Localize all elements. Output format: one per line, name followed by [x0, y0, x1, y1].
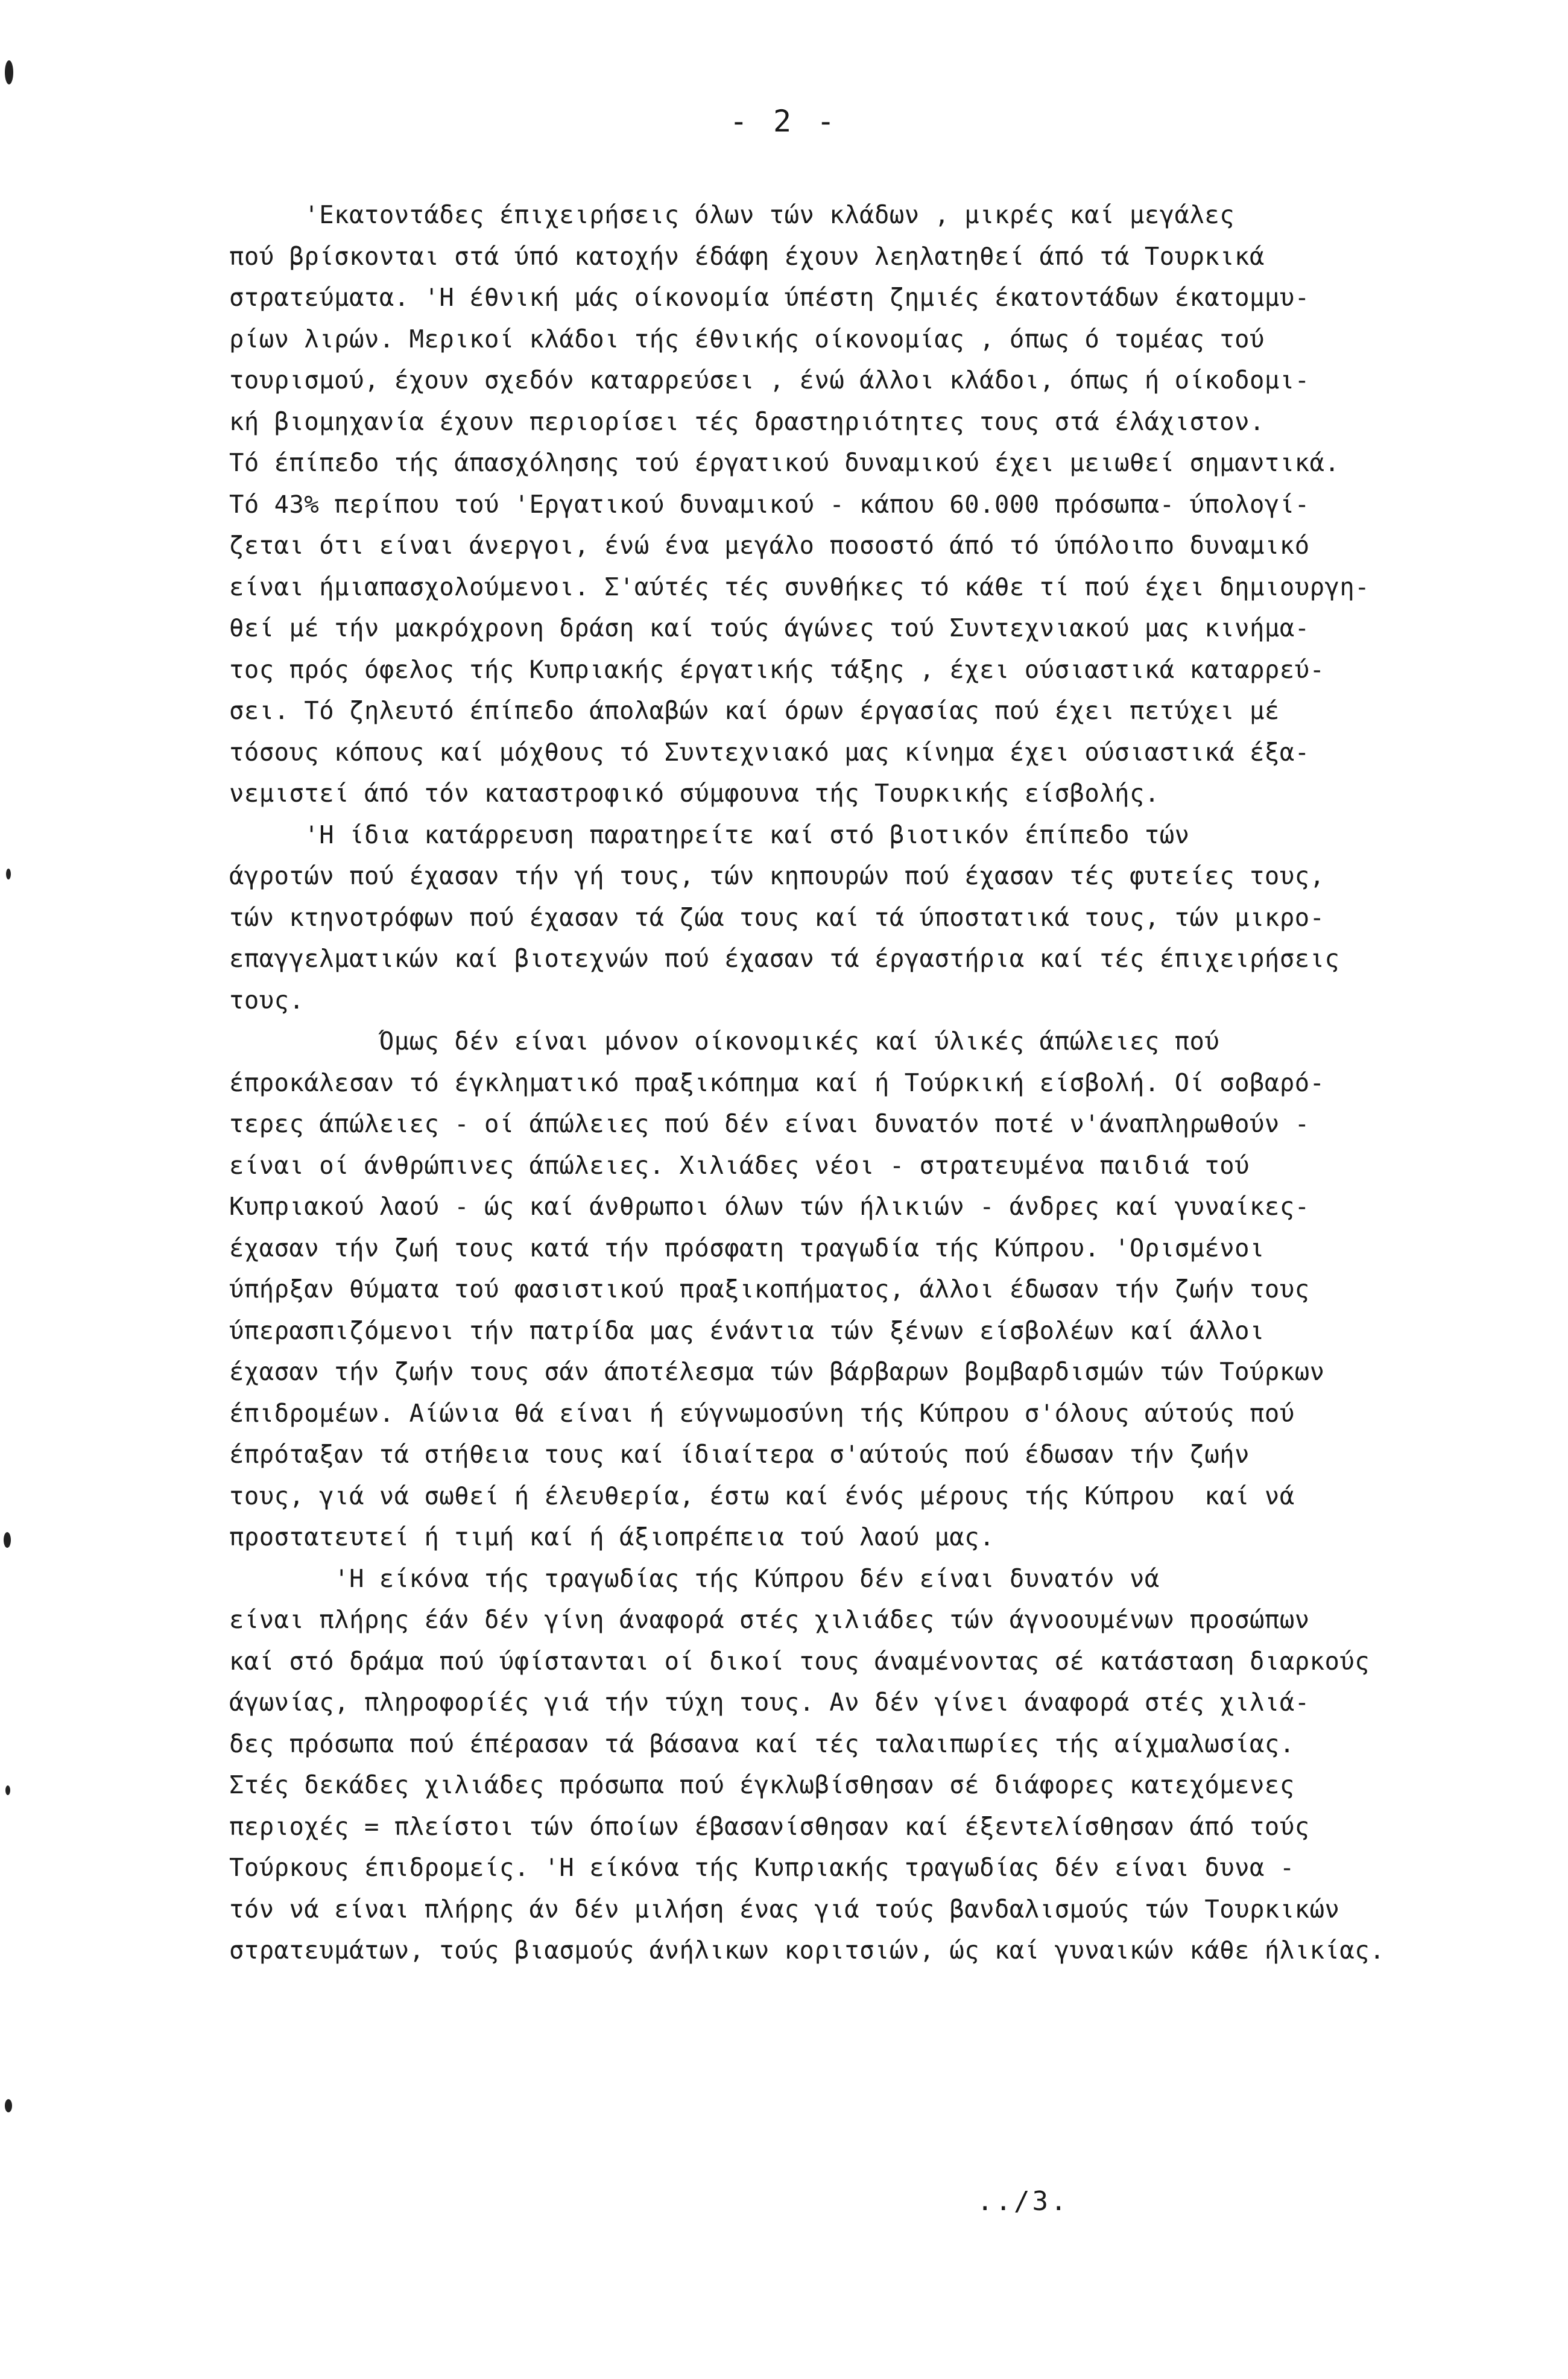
- text-line: προστατευτεί ή τιμή καί ή άξιοπρέπεια τού λαού μας.: [229, 1522, 995, 1551]
- text-line: είναι πλήρης έάν δέν γίνη άναφορά στές χιλιάδες τών άγνοουμένων προσώπων: [229, 1605, 1310, 1634]
- text-line: ρίων λιρών. Μερικοί κλάδοι τής έθνικής οίκονομίας , όπως ό τομέας τού: [229, 324, 1265, 353]
- scan-speck: [5, 60, 13, 84]
- text-line: θεί μέ τήν μακρόχρονη δράση καί τούς άγώνες τού Συντεχνιακού μας κινήμα-: [229, 613, 1310, 642]
- text-line: περιοχές = πλείστοι τών όποίων έβασανίσθησαν καί έξεντελίσθησαν άπό τούς: [229, 1811, 1310, 1841]
- text-line: άγωνίας, πληροφορίές γιά τήν τύχη τους. Αν δέν γίνει άναφορά στές χιλιά-: [229, 1688, 1310, 1717]
- text-line: έπιδρομέων. Αίώνια θά είναι ή εύγνωμοσύνη τής Κύπρου σ'όλους αύτούς πού: [229, 1398, 1295, 1428]
- text-line: τερες άπώλειες - οί άπώλειες πού δέν είναι δυνατόν ποτέ ν'άναπληρωθούν -: [229, 1109, 1310, 1138]
- text-line: είναι ήμιαπασχολούμενοι. Σ'αύτές τές συνθήκες τό κάθε τί πού έχει δημιουργη-: [229, 572, 1370, 601]
- text-line: 'Εκατοντάδες έπιχειρήσεις όλων τών κλάδων , μικρές καί μεγάλες: [229, 200, 1235, 229]
- text-line: ζεται ότι είναι άνεργοι, ένώ ένα μεγάλο ποσοστό άπό τό ύπόλοιπο δυναμικό: [229, 531, 1310, 560]
- text-line: Κυπριακού λαού - ώς καί άνθρωποι όλων τών ήλικιών - άνδρες καί γυναίκες-: [229, 1192, 1310, 1221]
- text-line: έπροκάλεσαν τό έγκληματικό πραξικόπημα καί ή Τούρκική είσβολή. Οί σοβαρό-: [229, 1068, 1325, 1097]
- scan-speck: [5, 2099, 12, 2112]
- text-line: καί στό δράμα πού ύφίστανται οί δικοί τους άναμένοντας σέ κατάσταση διαρκούς: [229, 1646, 1370, 1676]
- scan-speck: [5, 1785, 10, 1795]
- text-line: Τό έπίπεδο τής άπασχόλησης τού έργατικού δυναμικού έχει μειωθεί σημαντικά.: [229, 448, 1340, 477]
- text-line: δες πρόσωπα πού έπέρασαν τά βάσανα καί τές ταλαιπωρίες τής αίχμαλωσίας.: [229, 1729, 1295, 1758]
- text-line: 'Η ίδια κατάρρευση παρατηρείτε καί στό βιοτικόν έπίπεδο τών: [229, 820, 1190, 849]
- scan-speck: [4, 1532, 11, 1548]
- text-line: έπρόταξαν τά στήθεια τους καί ίδιαίτερα σ'αύτούς πού έδωσαν τήν ζωήν: [229, 1440, 1250, 1469]
- text-line: έχασαν τήν ζωή τους κατά τήν πρόσφατη τραγωδία τής Κύπρου. 'Ορισμένοι: [229, 1233, 1265, 1262]
- text-line: άγροτών πού έχασαν τήν γή τους, τών κηπουρών πού έχασαν τές φυτείες τους,: [229, 861, 1325, 890]
- text-line: τόν νά είναι πλήρης άν δέν μιλήση ένας γιά τούς βανδαλισμούς τών Τουρκικών: [229, 1894, 1340, 1924]
- text-line: Τό 43% περίπου τού 'Εργατικού δυναμικού - κάπου 60.000 πρόσωπα- ύπολογί-: [229, 489, 1310, 519]
- document-body: [229, 194, 1472, 1971]
- text-line: τών κτηνοτρόφων πού έχασαν τά ζώα τους καί τά ύποστατικά τους, τών μικρο-: [229, 902, 1325, 932]
- page-number: - 2 -: [729, 104, 839, 139]
- text-line: ύπερασπιζόμενοι τήν πατρίδα μας ένάντια τών ξένων είσβολέων καί άλλοι: [229, 1316, 1265, 1345]
- text-line: στρατεύματα. 'Η έθνική μάς οίκονομία ύπέστη ζημιές έκατοντάδων έκατομμυ-: [229, 283, 1310, 312]
- text-line: πού βρίσκονται στά ύπό κατοχήν έδάφη έχουν λεηλατηθεί άπό τά Τουρκικά: [229, 241, 1265, 271]
- text-line: Όμως δέν είναι μόνον οίκονομικές καί ύλικές άπώλειες πού: [229, 1027, 1220, 1056]
- text-line: τους.: [229, 985, 305, 1015]
- text-line: 'Η είκόνα τής τραγωδίας τής Κύπρου δέν είναι δυνατόν νά: [229, 1563, 1160, 1593]
- text-line: Τούρκους έπιδρομείς. 'Η είκόνα τής Κυπριακής τραγωδίας δέν είναι δυνα -: [229, 1853, 1295, 1882]
- text-line: σει. Τό ζηλευτό έπίπεδο άπολαβών καί όρων έργασίας πού έχει πετύχει μέ: [229, 696, 1280, 725]
- continuation-marker: ../3.: [977, 2186, 1069, 2217]
- text-line: τος πρός όφελος τής Κυπριακής έργατικής τάξης , έχει ούσιαστικά καταρρεύ-: [229, 654, 1325, 684]
- text-line: έχασαν τήν ζωήν τους σάν άποτέλεσμα τών βάρβαρων βομβαρδισμών τών Τούρκων: [229, 1357, 1325, 1386]
- text-line: τους, γιά νά σωθεί ή έλευθερία, έστω καί ένός μέρους τής Κύπρου καί νά: [229, 1481, 1295, 1510]
- text-line: νεμιστεί άπό τόν καταστροφικό σύμφουνα τής Τουρκικής είσβολής.: [229, 779, 1160, 808]
- text-line: τόσους κόπους καί μόχθους τό Συντεχνιακό μας κίνημα έχει ούσιαστικά έξα-: [229, 737, 1310, 767]
- text-line: στρατευμάτων, τούς βιασμούς άνήλικων κοριτσιών, ώς καί γυναικών κάθε ήλικίας.: [229, 1936, 1385, 1965]
- text-line: τουρισμού, έχουν σχεδόν καταρρεύσει , ένώ άλλοι κλάδοι, όπως ή οίκοδομι-: [229, 366, 1310, 394]
- text-line: κή βιομηχανία έχουν περιορίσει τές δραστηριότητες τους στά έλάχιστον.: [229, 407, 1265, 436]
- text-line: Στές δεκάδες χιλιάδες πρόσωπα πού έγκλωβίσθησαν σέ διάφορες κατεχόμενες: [229, 1770, 1295, 1799]
- text-line: ύπήρξαν θύματα τού φασιστικού πραξικοπήματος, άλλοι έδωσαν τήν ζωήν τους: [229, 1275, 1310, 1304]
- text-line: είναι οί άνθρώπινες άπώλειες. Χιλιάδες νέοι - στρατευμένα παιδιά τού: [229, 1150, 1250, 1180]
- text-line: επαγγελματικών καί βιοτεχνών πού έχασαν τά έργαστήρια καί τές έπιχειρήσεις: [229, 944, 1340, 973]
- scan-speck: [6, 869, 11, 879]
